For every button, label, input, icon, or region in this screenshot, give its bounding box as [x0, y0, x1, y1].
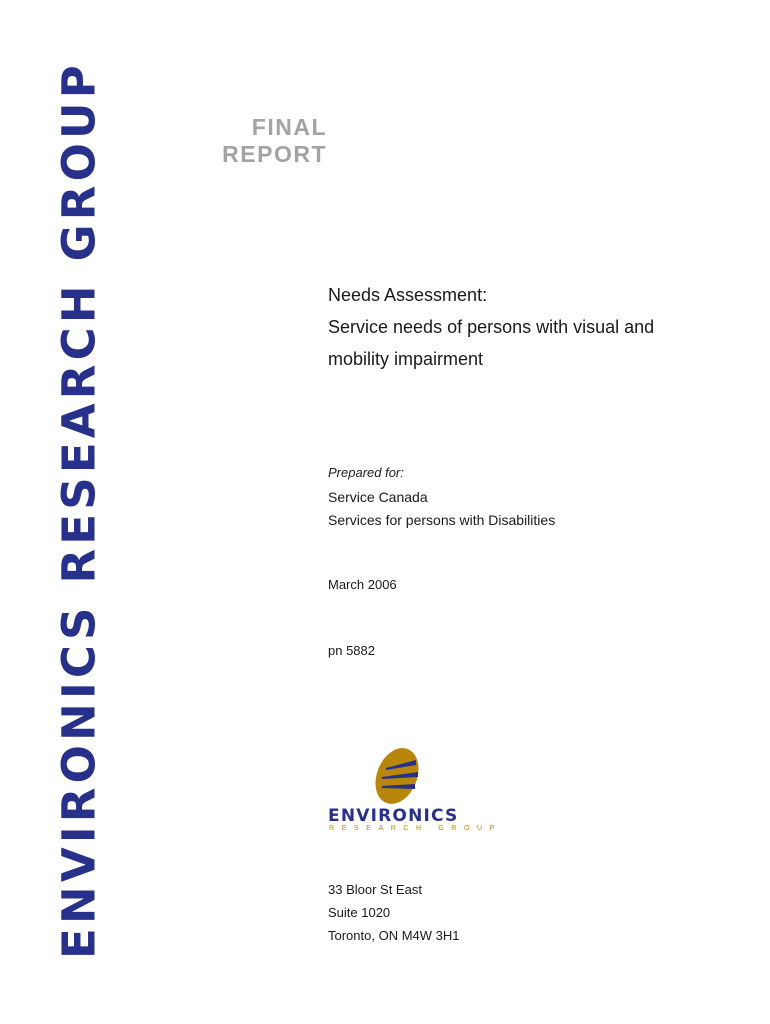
- address-line1: 33 Bloor St East: [328, 882, 422, 897]
- logo-subtext: RESEARCH GROUP: [329, 825, 502, 832]
- client-line1: Service Canada: [328, 489, 428, 505]
- address-line3: Toronto, ON M4W 3H1: [328, 928, 460, 943]
- title-line2: Service needs of persons with visual and: [328, 317, 655, 337]
- logo-wordmark: ENVIRONICS: [328, 806, 459, 826]
- prepared-for-label: Prepared for:: [328, 465, 404, 480]
- client-block: [328, 486, 555, 532]
- report-label-line1: FINAL: [251, 114, 327, 140]
- report-label-line2: REPORT: [222, 141, 327, 167]
- vertical-brand-text: ENVIRONICS RESEARCH GROUP: [52, 61, 106, 959]
- environics-oval-logo-icon: [372, 746, 422, 806]
- project-number: pn 5882: [328, 643, 375, 658]
- client-line2: Services for persons with Disabilities: [328, 512, 556, 528]
- address-block: [328, 878, 460, 947]
- report-title: [328, 279, 654, 375]
- title-line1: Needs Assessment:: [328, 285, 488, 305]
- title-line3: mobility impairment: [328, 349, 484, 369]
- report-date: March 2006: [328, 577, 397, 592]
- address-line2: Suite 1020: [328, 905, 391, 920]
- report-type-label: [222, 114, 327, 168]
